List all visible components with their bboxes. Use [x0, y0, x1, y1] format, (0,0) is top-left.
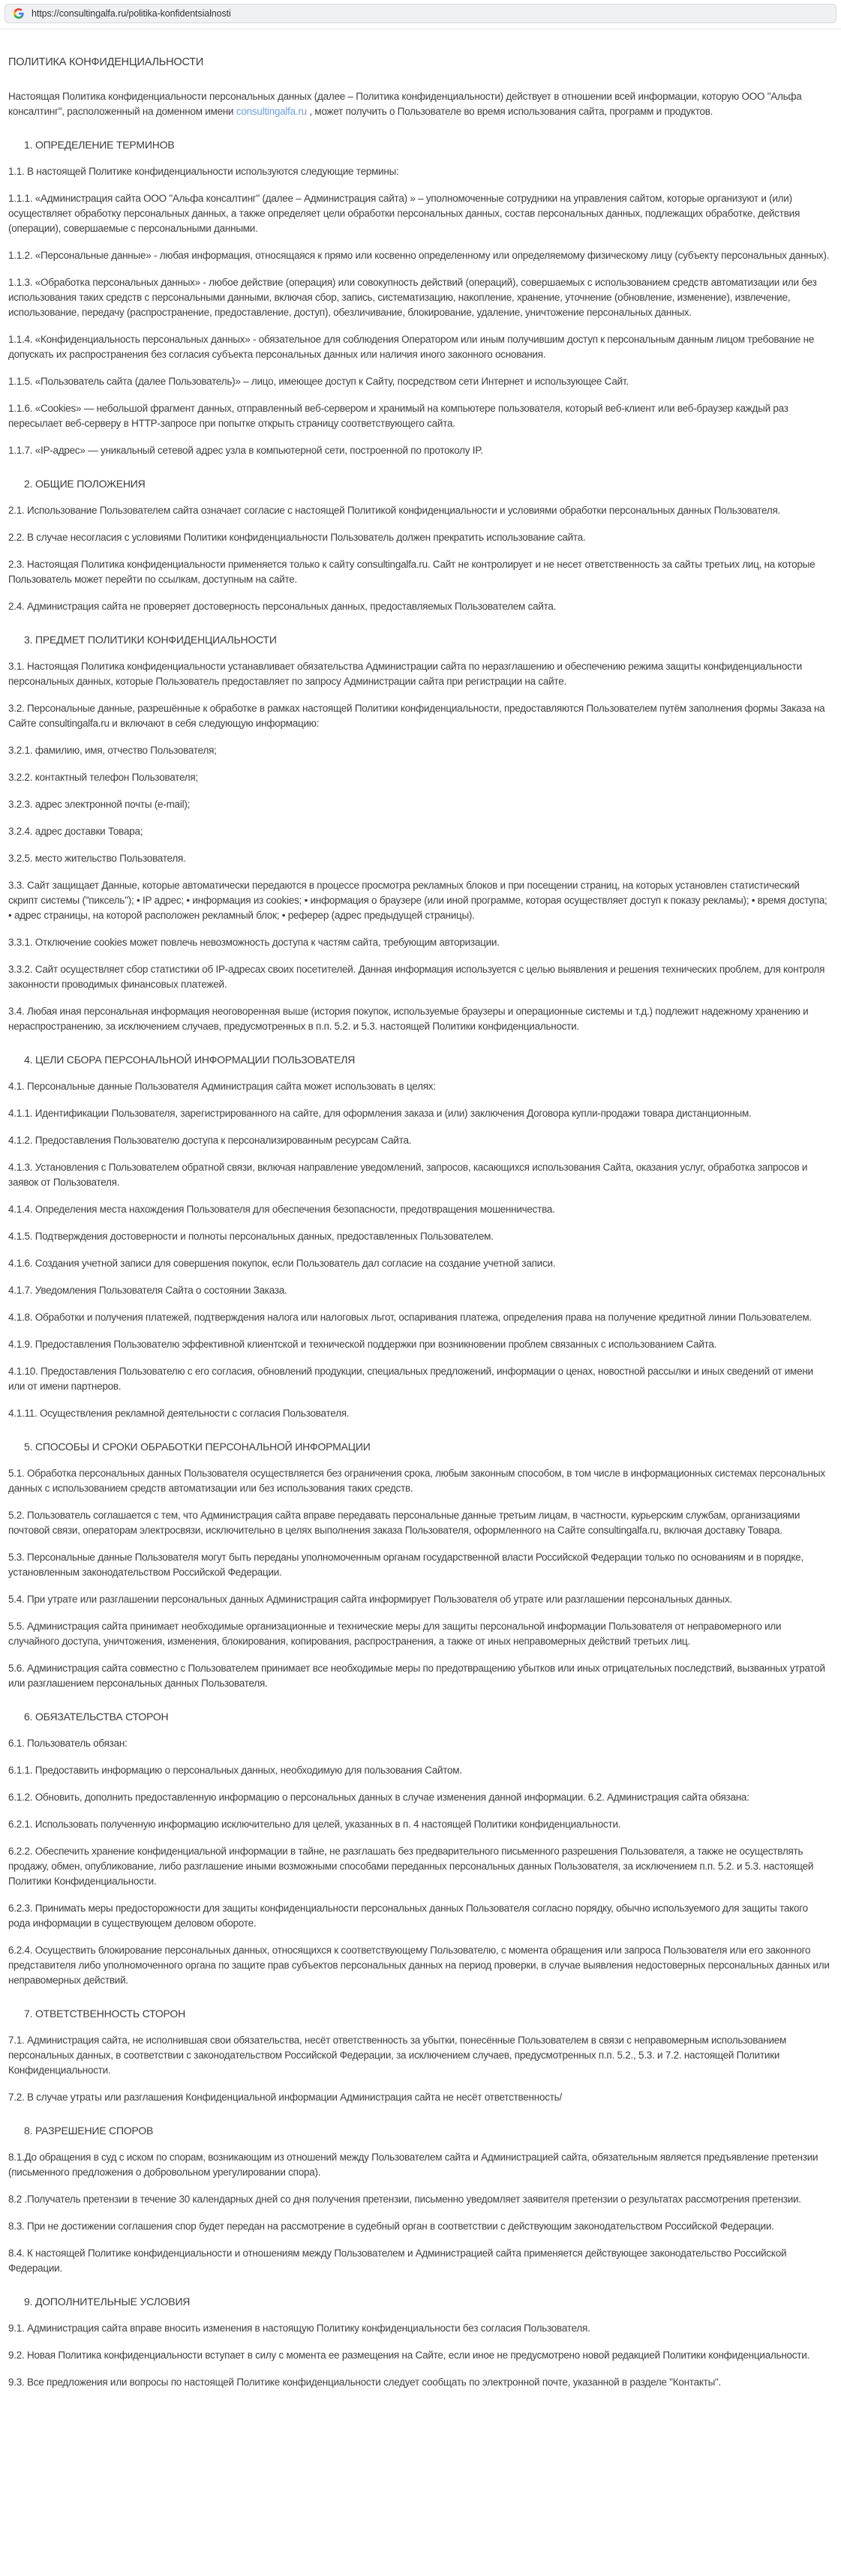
- policy-paragraph: 6.2.4. Осуществить блокирование персональных данных, относящихся к соответствующему Пользователю, с момента обращения или запроса Пользователя или его законного представителя либо уполномоченного органа по защите прав субъектов персональных данных на период проверки, в случае выявления недостоверных персональных данных или неправомерных действий.: [8, 1945, 830, 1986]
- section-heading-4: 4. ЦЕЛИ СБОРА ПЕРСОНАЛЬНОЙ ИНФОРМАЦИИ ПОЛЬЗОВАТЕЛЯ: [24, 1054, 356, 1066]
- policy-paragraph: 1.1.4. «Конфиденциальность персональных данных» - обязательное для соблюдения Оператором или иным получившим доступ к персональным данным лицом требование не допускать их распространения без согласия субъекта персональных данных или наличия иного законного основания.: [8, 334, 815, 360]
- policy-paragraph: 1.1.6. «Cookies» — небольшой фрагмент данных, отправленный веб-сервером и хранимый на компьютере пользователя, который веб-клиент или веб-браузер каждый раз пересылает веб-серверу в HTTP-запросе при попытке открыть страницу соответствующего сайта.: [8, 403, 788, 429]
- policy-paragraph: 2.2. В случае несогласия с условиями Политики конфиденциальности Пользователь должен прекратить использование сайта.: [8, 532, 586, 543]
- policy-paragraph: 4.1.11. Осуществления рекламной деятельности с согласия Пользователя.: [8, 1408, 350, 1419]
- section-heading-3: 3. ПРЕДМЕТ ПОЛИТИКИ КОНФИДЕНЦИАЛЬНОСТИ: [24, 634, 277, 646]
- policy-paragraph: 1.1. В настоящей Политике конфиденциальности используются следующие термины:: [8, 166, 399, 177]
- section-heading-1: 1. ОПРЕДЕЛЕНИЕ ТЕРМИНОВ: [24, 139, 175, 151]
- section-heading-2: 2. ОБЩИЕ ПОЛОЖЕНИЯ: [24, 478, 146, 490]
- google-g-icon: [14, 8, 24, 19]
- intro-paragraph: [8, 89, 830, 119]
- policy-paragraph: 6.1.2. Обновить, дополнить предоставленную информацию о персональных данных в случае изменения данной информации. 6.2. Администрация сайта обязана:: [8, 1792, 749, 1803]
- policy-paragraph: 5.6. Администрация сайта совместно с Пользователем принимает все необходимые меры по предотвращению убытков или иных отрицательных последствий, вызванных утратой или разглашением персональных данных Пользователя.: [8, 1663, 825, 1689]
- section-heading-8: 8. РАЗРЕШЕНИЕ СПОРОВ: [24, 2125, 154, 2137]
- policy-paragraph: 4.1.6. Создания учетной записи для совершения покупок, если Пользователь дал согласие на создание учетной записи.: [8, 1258, 556, 1269]
- policy-paragraph: 1.1.7. «IP-адрес» — уникальный сетевой адрес узла в компьютерной сети, построенной по протоколу IP.: [8, 445, 483, 456]
- policy-paragraph: 3.3.2. Сайт осуществляет сбор статистики об IP-адресах своих посетителей. Данная информация используется с целью выявления и решения технических проблем, для контроля законности проводимых финансовых платежей.: [8, 964, 825, 990]
- policy-paragraph: 9.2. Новая Политика конфиденциальности вступает в силу с момента ее размещения на Сайте, если иное не предусмотрено новой редакцией Политики конфиденциальности.: [8, 2350, 810, 2361]
- intro-text-before: Настоящая Политика конфиденциальности персональных данных (далее – Политика конфиденциальности) действует в отношении всей информации, которую ООО "Альфа консалтинг", расположенный на доменном имени: [8, 91, 802, 117]
- policy-paragraph: 8.1.До обращения в суд с иском по спорам, возникающим из отношений между Пользователем сайта и Администрацией сайта, обязательным является предъявление претензии (письменного предложения о добровольном урегулировании спора).: [8, 2152, 818, 2178]
- policy-paragraph: 3.2. Персональные данные, разрешённые к обработке в рамках настоящей Политики конфиденциальности, предоставляются Пользователем путём заполнения формы Заказа на Сайте consultingalfa.ru и включают в себя следующую информацию:: [8, 703, 825, 729]
- policy-paragraph: 2.1. Использование Пользователем сайта означает согласие с настоящей Политикой конфиденциальности и условиями обработки персональных данных Пользователя.: [8, 505, 781, 516]
- policy-paragraph: 4.1.5. Подтверждения достоверности и полноты персональных данных, предоставленных Пользователем.: [8, 1231, 494, 1242]
- policy-paragraph: 7.2. В случае утраты или разглашения Конфиденциальной информации Администрация сайта не несёт ответственность/: [8, 2092, 562, 2103]
- policy-paragraph: 4.1.1. Идентификации Пользователя, зарегистрированного на сайте, для оформления заказа и (или) заключения Договора купли-продажи товара дистанционным.: [8, 1108, 752, 1119]
- policy-paragraph: 8.4. К настоящей Политике конфиденциальности и отношениям между Пользователем и Администрацией сайта применяется действующее законодательство Российской Федерации.: [8, 2248, 787, 2274]
- section-heading-6: 6. ОБЯЗАТЕЛЬСТВА СТОРОН: [24, 1711, 169, 1723]
- policy-paragraph: 3.2.1. фамилию, имя, отчество Пользователя;: [8, 745, 217, 756]
- policy-paragraph: 1.1.2. «Персональные данные» - любая информация, относящаяся к прямо или косвенно определенному или определяемому физическому лицу (субъекту персональных данных).: [8, 250, 830, 261]
- section-heading-9: 9. ДОПОЛНИТЕЛЬНЫЕ УСЛОВИЯ: [24, 2296, 191, 2308]
- policy-paragraph: 2.4. Администрация сайта не проверяет достоверность персональных данных, предоставляемых Пользователем сайта.: [8, 601, 557, 612]
- policy-paragraph: 8.3. При не достижении соглашения спор будет передан на рассмотрение в судебный орган в соответствии с действующим законодательством Российской Федерации.: [8, 2221, 774, 2232]
- policy-paragraph: 1.1.5. «Пользователь сайта (далее Пользователь)» – лицо, имеющее доступ к Сайту, посредством сети Интернет и использующее Сайт.: [8, 376, 629, 387]
- policy-paragraph: 4.1. Персональные данные Пользователя Администрация сайта может использовать в целях:: [8, 1081, 436, 1092]
- address-bar[interactable]: [5, 4, 836, 23]
- intro-text-after: , может получить о Пользователе во время использования сайта, программ и продуктов.: [306, 106, 713, 117]
- policy-paragraph: 9.1. Администрация сайта вправе вносить изменения в настоящую Политику конфиденциальности без согласия Пользователя.: [8, 2323, 590, 2334]
- policy-paragraph: 2.3. Настоящая Политика конфиденциальности применяется только к сайту consultingalfa.ru. Сайт не контролирует и не несет ответственность за сайты третьих лиц, на которые Пользователь может перейти по ссылкам, доступным на сайте.: [8, 559, 815, 585]
- policy-paragraph: 1.1.1. «Администрация сайта ООО "Альфа консалтинг" (далее – Администрация сайта) » – уполномоченные сотрудники на управления сайтом, которые организуют и (или) осуществляет обработку персональных данных, а также определяет цели обработки персональных данных, состав персональных данных, подлежащих обработке, действия (операции), совершаемые с персональными данными.: [8, 193, 800, 234]
- privacy-policy-document: [0, 29, 841, 2432]
- policy-paragraph: 8.2 .Получатель претензии в течение 30 календарных дней со дня получения претензии, письменно уведомляет заявителя претензии о результатах рассмотрения претензии.: [8, 2194, 801, 2205]
- policy-paragraph: 3.3. Сайт защищает Данные, которые автоматически передаются в процессе просмотра рекламных блоков и при посещении страниц, на которых установлен статистический скрипт системы ("пиксель"); • IP адрес; • информация из cookies; • информация о браузере (или иной программе, которая осуществляет доступ к показу рекламы); • время доступа; • адрес страницы, на которой расположен рекламный блок; • реферер (адрес предыдущей страницы).: [8, 880, 827, 921]
- policy-paragraph: 1.1.3. «Обработка персональных данных» - любое действие (операция) или совокупность действий (операций), совершаемых с использованием средств автоматизации или без использования таких средств с персональными данными, включая сбор, запись, систематизацию, накопление, хранение, уточнение (обновление, изменение), извлечение, использование, передачу (распространение, предоставление, доступ), обезличивание, блокирование, удаление, уничтожение персональных данных.: [8, 277, 817, 318]
- browser-header: [0, 0, 841, 29]
- policy-paragraph: 4.1.4. Определения места нахождения Пользователя для обеспечения безопасности, предотвращения мошенничества.: [8, 1204, 555, 1215]
- policy-paragraph: 5.5. Администрация сайта принимает необходимые организационные и технические меры для защиты персональной информации Пользователя от неправомерного или случайного доступа, уничтожения, изменения, блокирования, копирования, распространения, а также от иных неправомерных действий третьих лиц.: [8, 1621, 782, 1647]
- policy-paragraph: 6.1.1. Предоставить информацию о персональных данных, необходимую для пользования Сайтом.: [8, 1765, 462, 1776]
- sections-container: [8, 139, 830, 2390]
- policy-paragraph: 5.2. Пользователь соглашается с тем, что Администрация сайта вправе передавать персональные данные третьим лицам, в частности, курьерским службам, организациями почтовой связи, операторам электросвязи, исключительно в целях выполнения заказа Пользователя, оформленного на Сайте consultingalfa.ru, включая доставку Товара.: [8, 1510, 800, 1536]
- section-heading-7: 7. ОТВЕТСТВЕННОСТЬ СТОРОН: [24, 2008, 185, 2020]
- policy-paragraph: 3.2.4. адрес доставки Товара;: [8, 826, 143, 837]
- policy-paragraph: 4.1.9. Предоставления Пользователю эффективной клиентской и технической поддержки при возникновении проблем связанных с использованием Сайта.: [8, 1339, 717, 1350]
- url-text: https://consultingalfa.ru/politika-konfidentsialnosti: [32, 8, 231, 19]
- policy-paragraph: 3.3.1. Отключение cookies может повлечь невозможность доступа к частям сайта, требующим авторизации.: [8, 937, 500, 948]
- policy-paragraph: 6.2.2. Обеспечить хранение конфиденциальной информации в тайне, не разглашать без предварительного письменного разрешения Пользователя, а также не осуществлять продажу, обмен, опубликование, либо разглашение иными возможными способами переданных персональных данных Пользователя, за исключением п.п. 5.2. и 5.3. настоящей Политики Конфиденциальности.: [8, 1846, 814, 1887]
- policy-paragraph: 3.4. Любая иная персональная информация неоговоренная выше (история покупок, используемые браузеры и операционные системы и т.д.) подлежит надежному хранению и нераспространению, за исключением случаев, предусмотренных в п.п. 5.2. и 5.3. настоящей Политики конфиденциальности.: [8, 1006, 809, 1032]
- section-heading-5: 5. СПОСОБЫ И СРОКИ ОБРАБОТКИ ПЕРСОНАЛЬНОЙ ИНФОРМАЦИИ: [24, 1441, 371, 1453]
- policy-paragraph: 4.1.10. Предоставления Пользователю с его согласия, обновлений продукции, специальных предложений, информации о ценах, новостной рассылки и иных сведений от имени или от имени партнеров.: [8, 1366, 813, 1392]
- policy-paragraph: 7.1. Администрация сайта, не исполнившая свои обязательства, несёт ответственность за убытки, понесённые Пользователем в связи с неправомерным использованием персональных данных, в соответствии с законодательством Российской Федерации, за исключением случаев, предусмотренных п.п. 5.2., 5.3. и 7.2. настоящей Политики Конфиденциальности.: [8, 2035, 787, 2076]
- policy-paragraph: 5.4. При утрате или разглашении персональных данных Администрация сайта информирует Пользователя об утрате или разглашении персональных данных.: [8, 1594, 732, 1605]
- policy-paragraph: 5.3. Персональные данные Пользователя могут быть переданы уполномоченным органам государственной власти Российской Федерации только по основаниям и в порядке, установленным законодательством Российской Федерации.: [8, 1552, 803, 1578]
- page-title: ПОЛИТИКА КОНФИДЕНЦИАЛЬНОСТИ: [8, 56, 204, 68]
- policy-paragraph: 3.1. Настоящая Политика конфиденциальности устанавливает обязательства Администрации сайта по неразглашению и обеспечению режима защиты конфиденциальности персональных данных, которые Пользователь предоставляет по запросу Администрации сайта при регистрации на сайте.: [8, 661, 802, 687]
- policy-paragraph: 6.1. Пользователь обязан:: [8, 1738, 128, 1749]
- policy-paragraph: 3.2.5. место жительство Пользователя.: [8, 853, 186, 864]
- policy-paragraph: 4.1.3. Установления с Пользователем обратной связи, включая направление уведомлений, запросов, касающихся использования Сайта, оказания услуг, обработка запросов и заявок от Пользователя.: [8, 1162, 808, 1188]
- policy-paragraph: 4.1.2. Предоставления Пользователю доступа к персонализированным ресурсам Сайта.: [8, 1135, 412, 1146]
- policy-paragraph: 3.2.2. контактный телефон Пользователя;: [8, 772, 198, 783]
- policy-paragraph: 4.1.7. Уведомления Пользователя Сайта о состоянии Заказа.: [8, 1285, 287, 1296]
- policy-paragraph: 4.1.8. Обработки и получения платежей, подтверждения налога или налоговых льгот, оспаривания платежа, определения права на получение кредитной линии Пользователем.: [8, 1312, 812, 1323]
- policy-paragraph: 6.2.1. Использовать полученную информацию исключительно для целей, указанных в п. 4 настоящей Политики конфиденциальности.: [8, 1819, 621, 1830]
- policy-paragraph: 5.1. Обработка персональных данных Пользователя осуществляется без ограничения срока, любым законным способом, в том числе в информационных системах персональных данных с использованием средств автоматизации или без использования таких средств.: [8, 1468, 825, 1494]
- policy-paragraph: 9.3. Все предложения или вопросы по настоящей Политике конфиденциальности следует сообщать по электронной почте, указанной в разделе "Контакты".: [8, 2377, 722, 2388]
- domain-link[interactable]: consultingalfa.ru: [236, 106, 307, 117]
- policy-paragraph: 3.2.3. адрес электронной почты (e-mail);: [8, 799, 191, 810]
- policy-paragraph: 6.2.3. Принимать меры предосторожности для защиты конфиденциальности персональных данных Пользователя согласно порядку, обычно используемого для защиты такого рода информации в существующем деловом обороте.: [8, 1903, 808, 1929]
